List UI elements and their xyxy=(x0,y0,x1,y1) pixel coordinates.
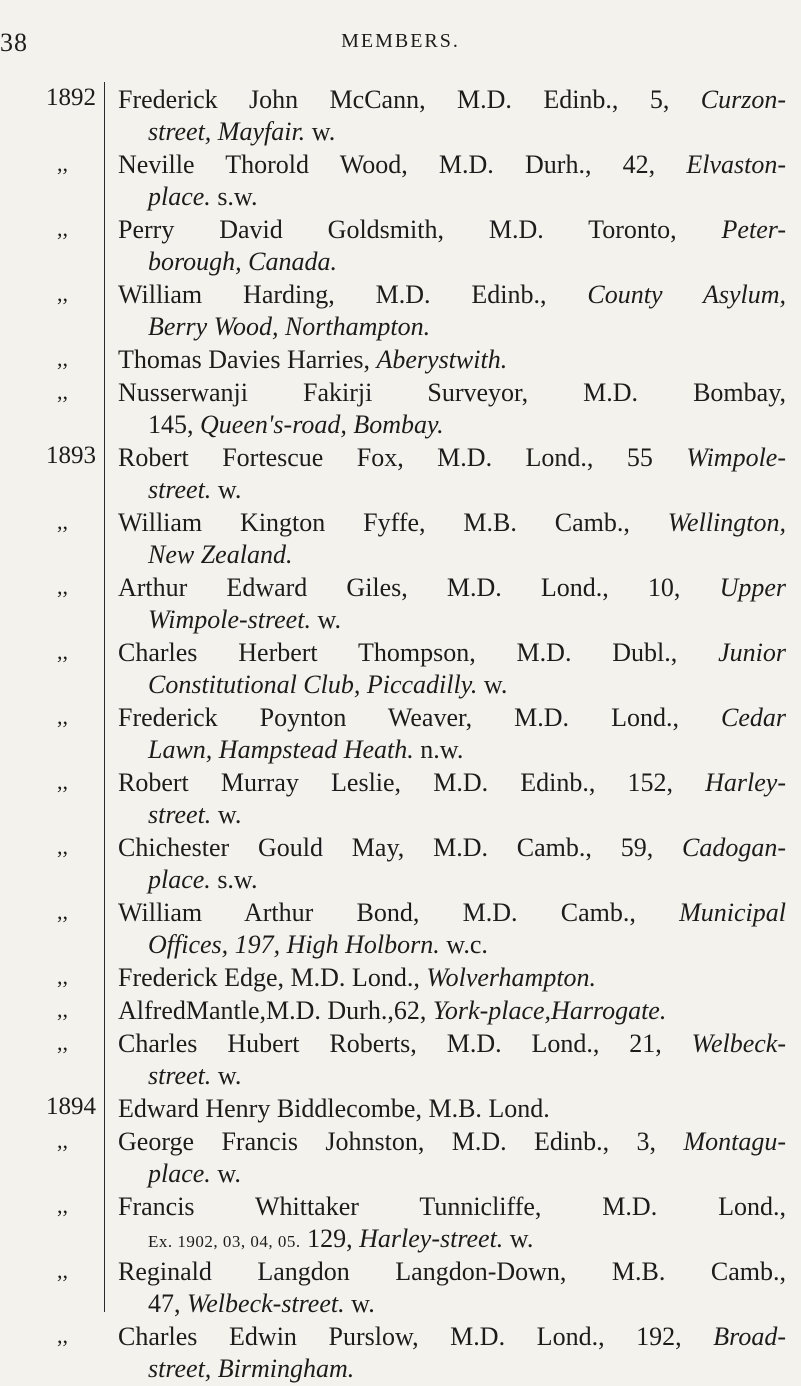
ditto-mark: ,, xyxy=(57,379,68,404)
entry-text-part: s.w. xyxy=(210,182,258,211)
entry-text-part: Wimpole- xyxy=(686,443,786,472)
entry-line xyxy=(118,897,786,929)
ditto-mark: ,, xyxy=(57,216,68,241)
entry-text-part: place. xyxy=(148,865,211,894)
member-text xyxy=(118,572,786,636)
entry-text-part: Broad- xyxy=(713,1322,786,1351)
ditto-mark: ,, xyxy=(57,1323,68,1348)
entry-line xyxy=(118,507,786,539)
entry-text-part: n.w. xyxy=(413,735,464,764)
ditto-mark: ,, xyxy=(57,704,68,729)
entry-text-part: Neville Thorold Wood, M.D. Durh., 42, xyxy=(118,150,687,179)
entry-text-part: Edward Henry Biddlecombe, M.B. Lond. xyxy=(118,1094,550,1123)
member-text xyxy=(118,1126,786,1190)
entry-line xyxy=(118,767,786,799)
entry-line xyxy=(118,279,786,311)
member-entry xyxy=(0,507,801,572)
entry-text-part: Cadogan- xyxy=(682,833,786,862)
member-text xyxy=(118,149,786,213)
entry-continuation-line xyxy=(118,409,786,441)
entry-line xyxy=(118,442,786,474)
ditto-mark: ,, xyxy=(57,574,68,599)
entry-text-part: w. xyxy=(305,117,336,146)
member-text xyxy=(118,507,786,571)
entry-text-part: York-place,Harrogate. xyxy=(432,996,667,1025)
page-number: 38 xyxy=(0,28,28,57)
entry-text-part: 47, xyxy=(148,1289,187,1318)
entry-text-part: Aberystwith. xyxy=(376,345,508,374)
entry-text-part: w. xyxy=(310,605,342,634)
member-entry xyxy=(0,962,801,995)
entry-text-part: place. xyxy=(148,182,211,211)
entry-text-part: George Francis Johnston, M.D. Edinb., 3, xyxy=(118,1127,684,1156)
ditto-mark: ,, xyxy=(57,769,68,794)
entry-text-part: street. xyxy=(148,1061,212,1090)
entry-text-part: Upper xyxy=(719,573,786,602)
entry-continuation-line xyxy=(118,1353,786,1385)
member-entry xyxy=(0,767,801,832)
entry-text-part: New Zealand. xyxy=(148,540,293,569)
ditto-mark: ,, xyxy=(57,834,68,859)
member-list xyxy=(0,84,801,1386)
member-text xyxy=(118,279,786,343)
member-text xyxy=(118,442,786,506)
member-entry xyxy=(0,572,801,637)
election-year: 1893 xyxy=(46,442,96,469)
member-text xyxy=(118,995,786,1027)
ditto-mark: ,, xyxy=(57,997,68,1022)
entry-line xyxy=(118,1256,786,1288)
member-text xyxy=(118,1093,786,1125)
entry-text-part: w. xyxy=(211,800,242,829)
entry-text-part: place. xyxy=(148,1159,211,1188)
entry-text-part: 129, xyxy=(300,1224,360,1253)
entry-line xyxy=(118,702,786,734)
entry-text-part: Municipal xyxy=(679,898,786,927)
entry-text-part: Arthur Edward Giles, M.D. Lond., 10, xyxy=(118,573,720,602)
ditto-mark: ,, xyxy=(57,1258,68,1283)
entry-line xyxy=(118,1126,786,1158)
entry-text-part: William Arthur Bond, M.D. Camb., xyxy=(118,898,680,927)
ditto-mark: ,, xyxy=(57,346,68,371)
member-entry xyxy=(0,279,801,344)
entry-text-part: Frederick Edge, M.D. Lond., xyxy=(118,963,427,992)
running-head: MEMBERS. xyxy=(341,30,460,52)
entry-continuation-line xyxy=(118,1060,786,1092)
member-text xyxy=(118,962,786,994)
entry-text-part: s.w. xyxy=(210,865,258,894)
entry-text-part: borough, Canada. xyxy=(148,247,337,276)
entry-text-part: Charles Herbert Thompson, M.D. Dubl., xyxy=(118,638,719,667)
entry-text-part: Curzon- xyxy=(700,85,786,114)
entry-continuation-line xyxy=(118,474,786,506)
entry-text-part: Frederick Poynton Weaver, M.D. Lond., xyxy=(118,703,721,732)
member-text xyxy=(118,1028,786,1092)
member-text xyxy=(118,84,786,148)
member-text xyxy=(118,1256,786,1320)
ditto-mark: ,, xyxy=(57,281,68,306)
member-entry xyxy=(0,1093,801,1126)
entry-continuation-line xyxy=(118,799,786,831)
entry-text-part: Peter- xyxy=(721,215,786,244)
ditto-mark: ,, xyxy=(57,509,68,534)
entry-continuation-line xyxy=(118,246,786,278)
member-text xyxy=(118,702,786,766)
entry-continuation-line xyxy=(118,864,786,896)
member-entry xyxy=(0,377,801,442)
member-entry xyxy=(0,344,801,377)
entry-text-part: Offices, 197, High Holborn. xyxy=(148,930,440,959)
entry-continuation-line xyxy=(118,604,786,636)
entry-text-part: street, Mayfair. xyxy=(148,117,306,146)
entry-continuation-line xyxy=(118,1158,786,1190)
member-text xyxy=(118,767,786,831)
ditto-mark: ,, xyxy=(57,1128,68,1153)
entry-text-part: 145, xyxy=(148,410,200,439)
entry-text-part: William Kington Fyffe, M.B. Camb., xyxy=(118,508,668,537)
member-text xyxy=(118,1321,786,1385)
entry-line xyxy=(118,1191,786,1223)
entry-text-part: street, Birmingham. xyxy=(148,1354,355,1383)
election-year: 1892 xyxy=(46,84,96,111)
entry-text-part: Harley-street. xyxy=(359,1224,504,1253)
entry-line xyxy=(118,572,786,604)
entry-line xyxy=(118,1093,786,1125)
ditto-mark: ,, xyxy=(57,1193,68,1218)
member-text xyxy=(118,377,786,441)
entry-text-part: Welbeck- xyxy=(691,1029,786,1058)
member-text xyxy=(118,1191,786,1255)
entry-line xyxy=(118,149,786,181)
entry-text-part: Wimpole-street. xyxy=(148,605,311,634)
entry-text-part: Queen's-road, Bombay. xyxy=(200,410,444,439)
member-entry xyxy=(0,1191,801,1256)
entry-text-part: w. xyxy=(503,1224,534,1253)
member-text xyxy=(118,832,786,896)
entry-text-part: Elvaston- xyxy=(686,150,786,179)
entry-text-part: Charles Hubert Roberts, M.D. Lond., 21, xyxy=(118,1029,692,1058)
member-entry xyxy=(0,84,801,149)
entry-text-part: Wolverhampton. xyxy=(426,963,597,992)
entry-text-part: Cedar xyxy=(721,703,786,732)
entry-text-part: Lawn, Hampstead Heath. xyxy=(148,735,414,764)
member-entry xyxy=(0,1126,801,1191)
entry-text-part: William Harding, M.D. Edinb., xyxy=(118,280,588,309)
member-entry xyxy=(0,442,801,507)
ditto-mark: ,, xyxy=(57,639,68,664)
member-entry xyxy=(0,832,801,897)
entry-text-part: w. xyxy=(211,475,242,504)
entry-line xyxy=(118,344,786,376)
entry-text-part: Constitutional Club, Piccadilly. xyxy=(148,670,478,699)
member-text xyxy=(118,344,786,376)
member-entry xyxy=(0,702,801,767)
entry-text-part: Ex. 1902, 03, 04, 05. xyxy=(148,1232,301,1251)
member-entry xyxy=(0,1028,801,1093)
entry-text-part: Berry Wood, Northampton. xyxy=(148,312,431,341)
entry-text-part: street. xyxy=(148,475,212,504)
entry-text-part: Wellington, xyxy=(667,508,786,537)
entry-line xyxy=(118,995,786,1027)
entry-text-part: street. xyxy=(148,800,212,829)
entry-continuation-line xyxy=(118,929,786,961)
entry-text-part: Montagu- xyxy=(683,1127,786,1156)
entry-text-part: Frederick John McCann, M.D. Edinb., 5, xyxy=(118,85,701,114)
entry-text-part: Reginald Langdon Langdon-Down, M.B. Camb., xyxy=(118,1257,786,1286)
entry-continuation-line xyxy=(118,539,786,571)
ditto-mark: ,, xyxy=(57,899,68,924)
member-entry xyxy=(0,995,801,1028)
entry-line xyxy=(118,1321,786,1353)
entry-line xyxy=(118,637,786,669)
ditto-mark: ,, xyxy=(57,964,68,989)
entry-text-part: Perry David Goldsmith, M.D. Toronto, xyxy=(118,215,722,244)
member-entry xyxy=(0,1256,801,1321)
member-entry xyxy=(0,897,801,962)
entry-text-part: Chichester Gould May, M.D. Camb., 59, xyxy=(118,833,682,862)
member-text xyxy=(118,214,786,278)
entry-text-part: Charles Edwin Purslow, M.D. Lond., 192, xyxy=(118,1322,714,1351)
entry-continuation-line xyxy=(118,734,786,766)
ditto-mark: ,, xyxy=(57,1030,68,1055)
entry-text-part: w. xyxy=(344,1289,375,1318)
entry-line xyxy=(118,84,786,116)
entry-text-part: w.c. xyxy=(439,930,488,959)
entry-text-part: w. xyxy=(210,1159,241,1188)
entry-text-part: Robert Murray Leslie, M.D. Edinb., 152, xyxy=(118,768,706,797)
entry-continuation-line xyxy=(118,116,786,148)
entry-continuation-line xyxy=(118,181,786,213)
entry-line xyxy=(118,962,786,994)
entry-line xyxy=(118,1028,786,1060)
entry-continuation-line xyxy=(118,669,786,701)
entry-line xyxy=(118,214,786,246)
entry-text-part: Robert Fortescue Fox, M.D. Lond., 55 xyxy=(118,443,687,472)
entry-text-part: Francis Whittaker Tunnicliffe, M.D. Lond., xyxy=(118,1192,786,1221)
entry-text-part: Thomas Davies Harries, xyxy=(118,345,377,374)
entry-text-part: Harley- xyxy=(705,768,786,797)
entry-text-part: w. xyxy=(211,1061,242,1090)
entry-text-part: AlfredMantle,M.D. Durh.,62, xyxy=(118,996,433,1025)
member-text xyxy=(118,637,786,701)
entry-text-part: Junior xyxy=(718,638,786,667)
member-entry xyxy=(0,214,801,279)
member-entry xyxy=(0,637,801,702)
entry-line xyxy=(118,377,786,409)
ditto-mark: ,, xyxy=(57,151,68,176)
entry-text-part: w. xyxy=(477,670,508,699)
entry-text-part: Welbeck-street. xyxy=(187,1289,345,1318)
entry-line xyxy=(118,832,786,864)
entry-text-part: Nusserwanji Fakirji Surveyor, M.D. Bombay, xyxy=(118,378,786,407)
election-year: 1894 xyxy=(46,1093,96,1120)
entry-text-part: County Asylum, xyxy=(587,280,786,309)
member-entry xyxy=(0,149,801,214)
entry-continuation-line xyxy=(118,1288,786,1320)
entry-continuation-line xyxy=(118,1223,786,1255)
member-entry xyxy=(0,1321,801,1386)
entry-continuation-line xyxy=(118,311,786,343)
member-text xyxy=(118,897,786,961)
